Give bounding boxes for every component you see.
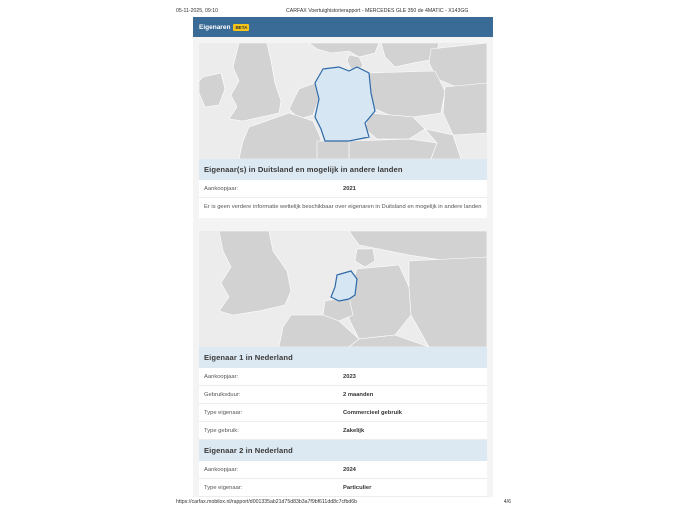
row-label: Type gebruik:: [204, 427, 239, 434]
print-header: [176, 8, 511, 17]
row-label: Type eigenaar:: [204, 484, 243, 491]
info-row-purchase-year: [199, 368, 487, 386]
beta-badge: BETA: [235, 24, 248, 30]
print-footer: [176, 499, 511, 508]
report-content: [193, 17, 493, 497]
row-label: Aankoopjaar:: [204, 185, 239, 192]
row-label: Gebruiksduur:: [204, 391, 241, 398]
info-row-usage-type: [199, 422, 487, 440]
section-bar: [193, 17, 493, 37]
row-value: 2021: [343, 185, 356, 192]
row-value: 2023: [343, 373, 356, 380]
row-value: Particulier: [343, 484, 372, 491]
info-row-purchase-year: [199, 180, 487, 198]
print-title: CARFAX Voertuighistorierapport - MERCEDES GLE 350 de 4MATIC - X143GG: [286, 8, 469, 14]
row-label: Aankoopjaar:: [204, 466, 239, 473]
page-number: 4/6: [503, 499, 511, 505]
owner-heading: Eigenaar(s) in Duitsland en mogelijk in andere landen: [199, 159, 487, 180]
europe-map-germany-highlight: [199, 43, 487, 159]
print-date: 05-11-2025, 09:10: [176, 8, 219, 14]
info-row-purchase-year: [199, 461, 487, 479]
map-netherlands: [199, 231, 487, 347]
info-row-owner-type: [199, 404, 487, 422]
info-row-owner-type: [199, 479, 487, 497]
info-row-usage-duration: [199, 386, 487, 404]
owner-heading: Eigenaar 1 in Nederland: [199, 347, 487, 368]
print-url: https://carfax.mobilox.nl/rapport/d001335ab21d75d83b3a7f9bf611dd8c7cfbd6b: [176, 499, 358, 505]
owner-note: Er is geen verdere informatie wettelijk beschikbaar over eigenaren in Duitsland en mogelijk in andere landen: [199, 198, 487, 218]
section-title: Eigenaren: [199, 23, 231, 31]
row-value: 2 maanden: [343, 391, 374, 398]
europe-map-netherlands-highlight: [199, 231, 487, 347]
row-value: Commercieel gebruik: [343, 409, 402, 416]
map-germany: [199, 43, 487, 159]
row-value: Zakelijk: [343, 427, 365, 434]
row-label: Type eigenaar:: [204, 409, 243, 416]
owner-heading: Eigenaar 2 in Nederland: [199, 440, 487, 461]
owner-card-germany: [199, 43, 487, 218]
row-value: 2024: [343, 466, 356, 473]
row-label: Aankoopjaar:: [204, 373, 239, 380]
owner-card-netherlands: [199, 231, 487, 497]
